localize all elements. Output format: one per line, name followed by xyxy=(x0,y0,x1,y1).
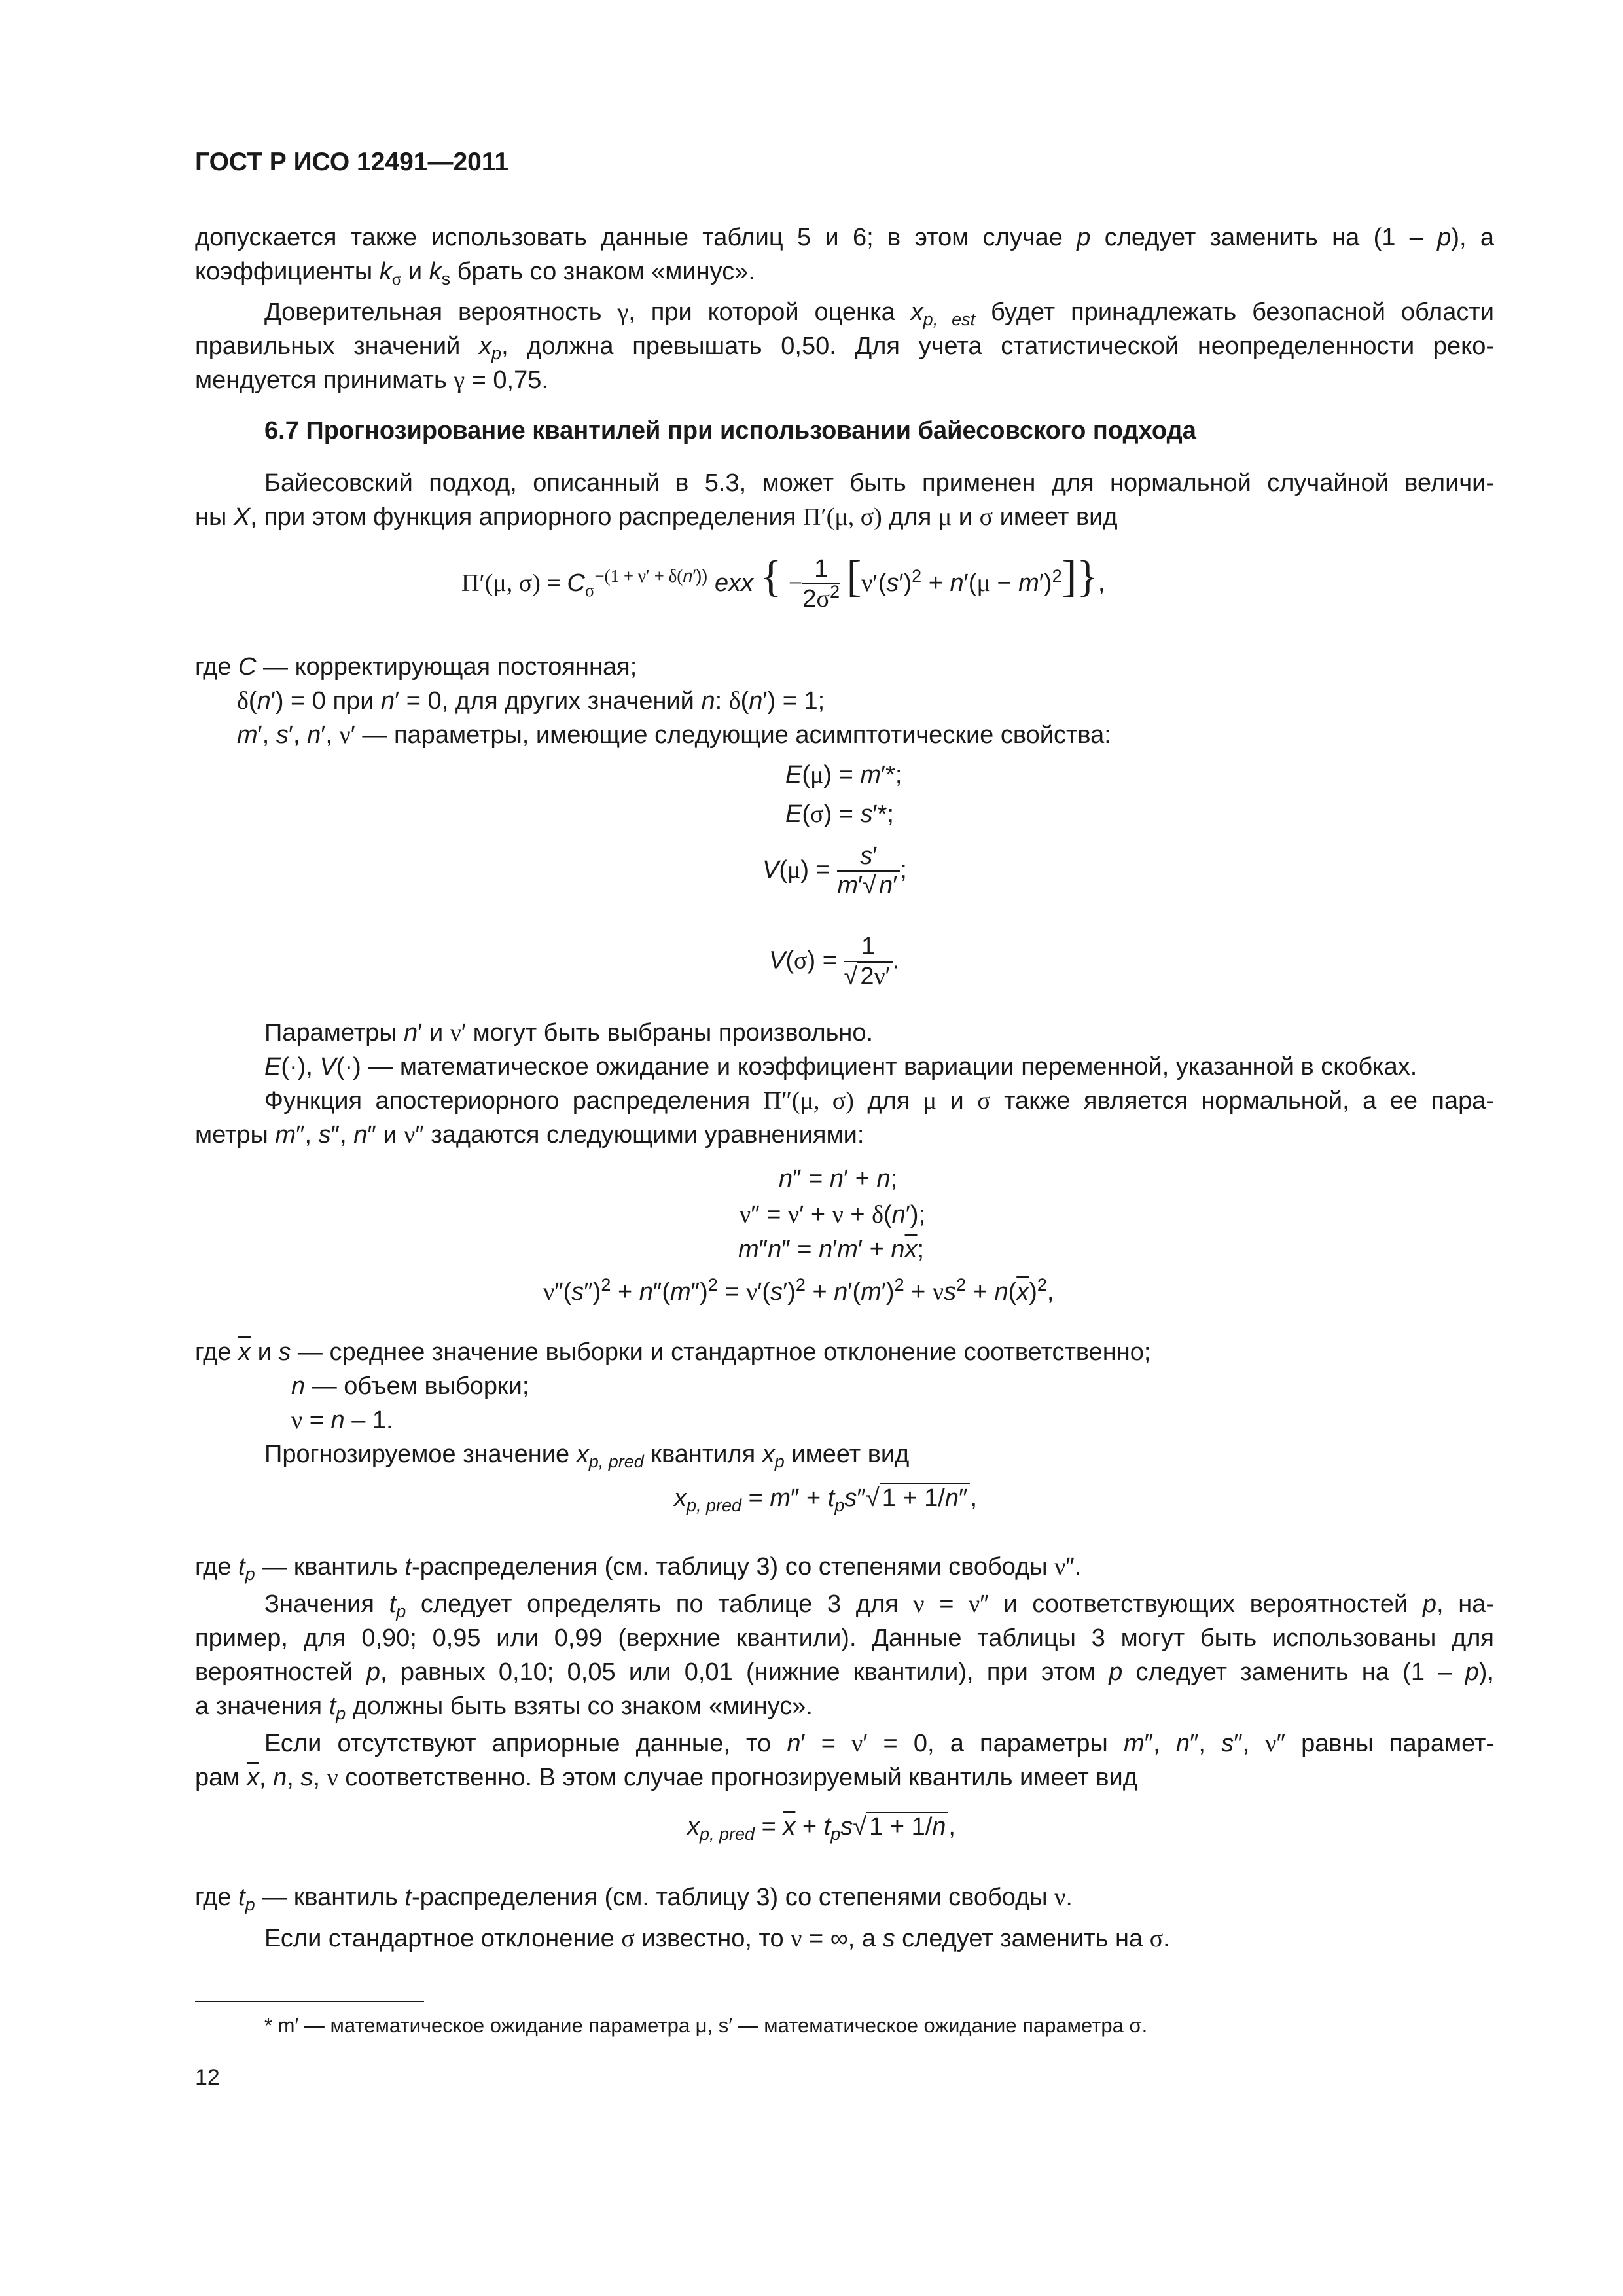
paragraph-line: коэффициенты $k_\sigma$ и $k_s$ брать со знаком «минус». xyxy=(195,258,755,289)
formula-e-sigma: E(σ) = s′*; xyxy=(785,800,894,828)
definition-line: где $t_p$ — квантиль t-распределения (см. таблицу 3) со степенями свободы ν″. xyxy=(195,1553,1082,1584)
paragraph-line: пример, для 0,90; 0,95 или 0,99 (верхние квантили). Данные таблицы 3 могут быть использованы для xyxy=(195,1624,1494,1652)
formula-xpred: $x_{p, pred} = m'' + t_ps''√$ 1 + 1/n″ , xyxy=(674,1484,977,1515)
paragraph-line: Прогнозируемое значение $x_{p, pred}$ квантиля $x_p$ имеет вид xyxy=(264,1441,910,1471)
paragraph-line: Если отсутствуют априорные данные, то n′ = ν′ = 0, а параметры m″, n″, s″, ν″ равны парамет- xyxy=(264,1730,1495,1757)
formula-nu2: ν″ = ν′ + ν + δ(n′); xyxy=(740,1201,926,1229)
paragraph-line: вероятностей p, равных 0,10; 0,05 или 0,01 (нижние квантили), при этом p следует заменить на (1 – p), xyxy=(195,1659,1494,1686)
paragraph-line: допускается также использовать данные таблиц 5 и 6; в этом случае p следует заменить на (1 – p), а xyxy=(195,224,1494,251)
definition-line: где C — корректирующая постоянная; xyxy=(195,653,637,681)
definition-line: δ(n′) = 0 при n′ = 0, для других значений n: δ(n′) = 1; xyxy=(237,687,825,715)
paragraph-line: Значения $t_p$ следует определять по таблице 3 для ν = ν″ и соответствующих вероятностей p, на- xyxy=(264,1590,1495,1621)
formula-exx: exx xyxy=(715,569,754,597)
paragraph-line: ны X, при этом функция априорного распределения Π′(μ, σ) для μ и σ имеет вид xyxy=(195,503,1118,531)
formula-m2n2: $m''n'' = n'm' + n\overline{x}$; xyxy=(738,1236,925,1263)
formula-v-mu: V(μ) = $\frac{s'}{m'√ n'}$ ; xyxy=(762,842,907,899)
paragraph-line: рам $\overline{x}$, n, s, ν соответственно. В этом случае прогнозируемый квантиль имеет вид xyxy=(195,1764,1137,1791)
formula-v-sigma: V(σ) = $\frac{1}{√ 2\nu'}$ . xyxy=(769,933,900,990)
paragraph-line: Функция апостериорного распределения Π″(μ, σ) для μ и σ также является нормальной, а ее пара- xyxy=(264,1087,1495,1115)
footnote: * m′ — математическое ожидание параметра μ, s′ — математическое ожидание параметра σ. xyxy=(264,2014,1148,2037)
formula-variance: $\nu''(s'')^2 + n''(m'')^2 = \nu'(s')^2 + n'(m')^2 + \nu s^2 + n(\overline{x})^2$, xyxy=(543,1275,1054,1306)
definition-line: m′, s′, n′, ν′ — параметры, имеющие следующие асимптотические свойства: xyxy=(237,721,1111,749)
definition-line: n — объем выборки; xyxy=(291,1372,529,1400)
paragraph-line: Байесовский подход, описанный в 5.3, может быть применен для нормальной случайной величи- xyxy=(264,469,1494,497)
paragraph-line: правильных значений $x_p$, должна превышать 0,50. Для учета статистической неопределенности реко- xyxy=(195,332,1494,363)
document-header: ГОСТ Р ИСО 12491—2011 xyxy=(195,148,509,176)
formula-prior: Π′(μ, $\sigma) = C_\sigma^{-(1 + \nu' + \delta(n'))}$ exx { − $\frac{1}{2\sigma^2}$ $[\nu'(s')^2 + n'(\mu - m')^2]$}, xyxy=(461,551,1105,613)
definition-line: где $\overline{x}$ и s — среднее значение выборки и стандартное отклонение соответственно; xyxy=(195,1338,1151,1366)
paragraph-line: мендуется принимать γ = 0,75. xyxy=(195,367,548,394)
page-number: 12 xyxy=(195,2065,220,2090)
section-heading: 6.7 Прогнозирование квантилей при использовании байесовского подхода xyxy=(264,417,1196,444)
paragraph-line: Доверительная вероятность γ, при которой оценка $x_{p, est}$ будет принадлежать безопасной области xyxy=(264,298,1494,329)
paragraph-line: E(·), V(·) — математическое ожидание и коэффициент вариации переменной, указанной в скобках. xyxy=(264,1053,1418,1081)
formula-n2: n″ = n′ + n; xyxy=(779,1165,898,1193)
definition-line: ν = n – 1. xyxy=(291,1407,393,1434)
footnote-separator xyxy=(195,2001,424,2002)
paragraph-line: а значения $t_p$ должны быть взяты со знаком «минус». xyxy=(195,1693,813,1723)
paragraph-line: метры m″, s″, n″ и ν″ задаются следующими уравнениями: xyxy=(195,1121,865,1149)
paragraph-line: Параметры n′ и ν′ могут быть выбраны произвольно. xyxy=(264,1019,874,1047)
formula-xpred-noprior: $x_{p, pred} = \overline{x} + t_ps√$ 1 + 1/n , xyxy=(687,1813,955,1844)
definition-line: где $t_p$ — квантиль t-распределения (см. таблицу 3) со степенями свободы ν. xyxy=(195,1884,1073,1914)
paragraph-line: Если стандартное отклонение σ известно, то ν = ∞, а s следует заменить на σ. xyxy=(264,1925,1170,1952)
formula-e-mu: E(μ) = m′*; xyxy=(785,761,902,789)
